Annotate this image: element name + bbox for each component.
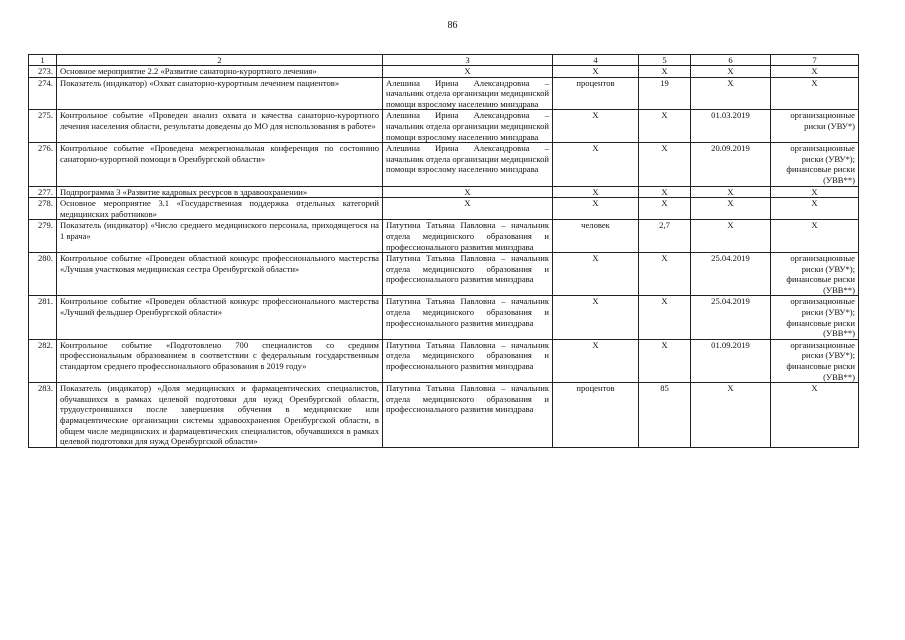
unit: Х (553, 186, 639, 198)
value: Х (639, 110, 691, 143)
responsible: Алешина Ирина Александровна – начальник отдела организации медицинской помощи взрослому населению минздрава (383, 143, 553, 186)
risks: организационные риски (УВУ*); финансовые риски (УВВ**) (771, 296, 859, 339)
unit: Х (553, 198, 639, 220)
responsible: Патутина Татьяна Павловна – начальник отдела медицинского образования и профессионального развития минздрава (383, 220, 553, 253)
item-name: Контрольное событие «Подготовлено 700 специалистов со средним профессиональным образованием в соответствии с федеральным государственным стандартом среднего профессионального образования в 2019 году» (57, 339, 383, 382)
header-cell: 3 (383, 55, 553, 66)
unit: Х (553, 66, 639, 78)
row-number: 282. (29, 339, 57, 382)
value: 85 (639, 383, 691, 448)
item-name: Контрольное событие «Проведен анализ охвата и качества санаторно-курортного лечения населения области, результаты доведены до МО для использования в работе» (57, 110, 383, 143)
risks: организационные риски (УВУ*); финансовые риски (УВВ**) (771, 339, 859, 382)
due-date: 25.04.2019 (691, 253, 771, 296)
risks: Х (771, 220, 859, 253)
due-date: Х (691, 198, 771, 220)
responsible: Х (383, 186, 553, 198)
header-cell: 5 (639, 55, 691, 66)
header-cell: 2 (57, 55, 383, 66)
item-name: Показатель (индикатор) «Охват санаторно-курортным лечением пациентов» (57, 77, 383, 110)
table-row (29, 66, 859, 78)
unit: Х (553, 296, 639, 339)
item-name: Основное мероприятие 3.1 «Государственная поддержка отдельных категорий медицинских работников» (57, 198, 383, 220)
due-date: Х (691, 220, 771, 253)
responsible: Патутина Татьяна Павловна – начальник отдела медицинского образования и профессионального развития минздрава (383, 253, 553, 296)
due-date: 25.04.2019 (691, 296, 771, 339)
due-date: Х (691, 66, 771, 78)
table-row (29, 110, 859, 143)
due-date: 20.09.2019 (691, 143, 771, 186)
header-cell: 1 (29, 55, 57, 66)
risks: организационные риски (УВУ*); финансовые риски (УВВ**) (771, 143, 859, 186)
risks: Х (771, 186, 859, 198)
responsible: Х (383, 198, 553, 220)
risks: Х (771, 77, 859, 110)
page-number: 86 (447, 20, 458, 31)
row-number: 278. (29, 198, 57, 220)
row-number: 283. (29, 383, 57, 448)
due-date: Х (691, 186, 771, 198)
unit: человек (553, 220, 639, 253)
row-number: 275. (29, 110, 57, 143)
responsible: Алешина Ирина Александровна – начальник отдела организации медицинской помощи взрослому населению минздрава (383, 110, 553, 143)
row-number: 274. (29, 77, 57, 110)
table-row (29, 383, 859, 448)
responsible: Патутина Татьяна Павловна – начальник отдела медицинского образования и профессионального развития минздрава (383, 339, 553, 382)
risks: Х (771, 383, 859, 448)
due-date: Х (691, 77, 771, 110)
table-row (29, 186, 859, 198)
responsible: Х (383, 66, 553, 78)
value: Х (639, 143, 691, 186)
header-row (29, 55, 859, 66)
table-row (29, 198, 859, 220)
risks: Х (771, 66, 859, 78)
item-name: Контрольное событие «Проведен областной конкурс профессионального мастерства «Лучший фельдшер Оренбургской области» (57, 296, 383, 339)
value: Х (639, 198, 691, 220)
value: Х (639, 66, 691, 78)
value: 19 (639, 77, 691, 110)
responsible: Алешина Ирина Александровна – начальник отдела организации медицинской помощи взрослому населению минздрава (383, 77, 553, 110)
table-row (29, 143, 859, 186)
row-number: 273. (29, 66, 57, 78)
unit: Х (553, 339, 639, 382)
table-row (29, 77, 859, 110)
item-name: Показатель (индикатор) «Число среднего медицинского персонала, приходящегося на 1 врача» (57, 220, 383, 253)
unit: Х (553, 253, 639, 296)
header-cell: 4 (553, 55, 639, 66)
table-row (29, 296, 859, 339)
row-number: 279. (29, 220, 57, 253)
table-row (29, 220, 859, 253)
responsible: Патутина Татьяна Павловна – начальник отдела медицинского образования и профессионального развития минздрава (383, 296, 553, 339)
item-name: Контрольное событие «Проведен областной конкурс профессионального мастерства «Лучшая участковая медицинская сестра Оренбургской области» (57, 253, 383, 296)
due-date: 01.03.2019 (691, 110, 771, 143)
value: Х (639, 253, 691, 296)
due-date: 01.09.2019 (691, 339, 771, 382)
value: Х (639, 186, 691, 198)
responsible: Патутина Татьяна Павловна – начальник отдела медицинского образования и профессионального развития минздрава (383, 383, 553, 448)
row-number: 281. (29, 296, 57, 339)
item-name: Показатель (индикатор) «Доля медицинских и фармацевтических специалистов, обучавшихся в рамках целевой подготовки для нужд Оренбургской области, трудоустроившихся после завершения обучения в медицинские или фармацевтические организации системы здравоохранения Оренбургской области, в общем числе медицинских и фармацевтических специалистов, обучавшихся в рамках целевой подготовки для нужд Оренбургской области» (57, 383, 383, 448)
unit: Х (553, 143, 639, 186)
item-name: Подпрограмма 3 «Развитие кадровых ресурсов в здравоохранении» (57, 186, 383, 198)
table-row (29, 339, 859, 382)
risks: организационные риски (УВУ*) (771, 110, 859, 143)
row-number: 276. (29, 143, 57, 186)
risks: Х (771, 198, 859, 220)
item-name: Контрольное событие «Проведена межрегиональная конференция по состоянию санаторно-курортной помощи в Оренбургской области» (57, 143, 383, 186)
value: Х (639, 296, 691, 339)
program-table (28, 54, 859, 448)
value: Х (639, 339, 691, 382)
unit: Х (553, 110, 639, 143)
row-number: 280. (29, 253, 57, 296)
item-name: Основное мероприятие 2.2 «Развитие санаторно-курортного лечения» (57, 66, 383, 78)
header-cell: 7 (771, 55, 859, 66)
value: 2,7 (639, 220, 691, 253)
risks: организационные риски (УВУ*); финансовые риски (УВВ**) (771, 253, 859, 296)
row-number: 277. (29, 186, 57, 198)
unit: процентов (553, 383, 639, 448)
header-cell: 6 (691, 55, 771, 66)
due-date: Х (691, 383, 771, 448)
unit: процентов (553, 77, 639, 110)
table-row (29, 253, 859, 296)
